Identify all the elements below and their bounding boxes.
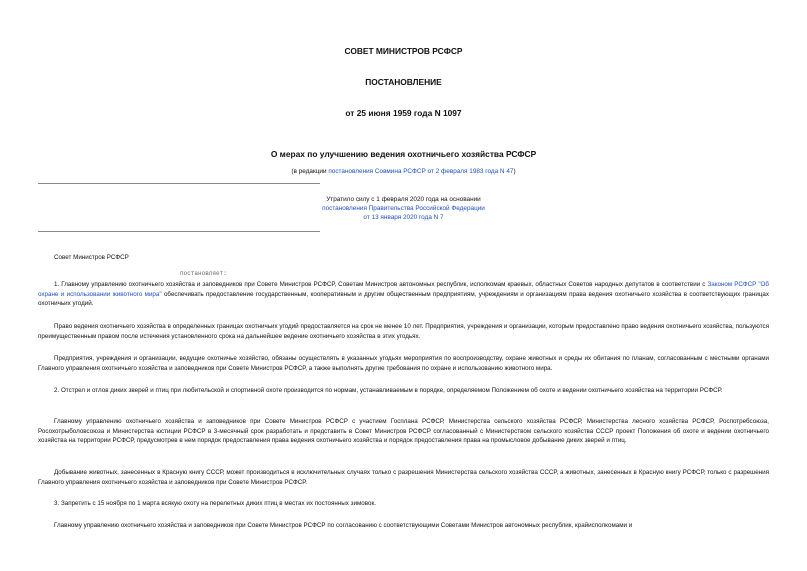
status-link-1[interactable]: постановления Правительства Российской Федерации — [322, 204, 485, 212]
council-name: Совет Министров РСФСР — [54, 254, 129, 261]
status-link-2[interactable]: от 13 января 2020 года N 7 — [363, 213, 444, 221]
paragraph-5: Главному управлению охотничьего хозяйства и заповедников при Совете Министров РСФСР с участием Госплана РСФСР, Министерства сельского хозяйства РСФСР, Министерства лесного хозяйства РСФСР, Роспотребсоюза, Росохотрыболовсоюза и Министерства юстиции РСФСР в 3-месячный срок разработать и представить в Совет Министров РСФСР согласованный с Министерством сельского хозяйства СССР проект Положения об охоте и ведении охотничьего хозяйства на территории РСФСР, предусмотрев в нем порядок предоставления права ведения охотничьего хозяйства и порядок предоставления права на промысловое добывание диких зверей и птиц. — [38, 418, 769, 445]
paragraph-1 — [38, 280, 769, 310]
date-number: от 25 июня 1959 года N 1097 — [345, 108, 462, 118]
doc-type: ПОСТАНОВЛЕНИЕ — [365, 77, 442, 87]
org-title: СОВЕТ МИНИСТРОВ РСФСР — [344, 46, 463, 56]
status-line: Утратило силу с 1 февраля 2020 года на основании — [326, 196, 481, 203]
edition-prefix: (в редакции — [291, 168, 329, 175]
divider-top — [38, 183, 320, 184]
paragraph-8: Главному управлению охотничьего хозяйства и заповедников при Совете Министров РСФСР по согласованию с соответствующими Советами Министров автономных республик, крайисполкомами и — [54, 522, 633, 529]
divider-bottom — [38, 231, 320, 232]
edition-note — [0, 168, 807, 177]
paragraph-3: Предприятия, учреждения и организации, ведущие охотничье хозяйство, обязаны осуществлять в указанных угодьях мероприятия по воспроизводству, охране животных и среды их обитания по планам, согласованным с местными органами Главного управления охотничьего хозяйства и заповедников при Совете Министров РСФСР, а также выполнять другие требования по охране и использованию животного мира. — [38, 355, 769, 372]
p1-text-a: 1. Главному управлению охотничьего хозяйства и заповедников при Совете Министров РСФСР, Советам Министров автономных республик, исполкомам краевых, областных Советов народных депутатов в соответствии с — [54, 281, 708, 288]
paragraph-2: Право ведения охотничьего хозяйства в определенных границах охотничьих угодий предоставляется на срок не менее 10 лет. Предприятия, учреждения и организации, которым предоставлено право ведения охотничьего хозяйства, пользуются преимущественным правом после истечения установленного срока на дальнейшее ведение охотничьего хозяйства в этих угодьях. — [38, 323, 769, 340]
edition-link[interactable]: постановления Совмина РСФСР от 2 февраля 1983 года N 47 — [328, 168, 514, 175]
p1-text-b: обеспечивать предоставление государственным, кооперативным и другим общественным предприятиям, учреждениям и организациям права ведения охотничьего хозяйства в соответствующих границах охотничьих угодий. — [38, 290, 769, 308]
status-block — [0, 196, 807, 223]
resolves-label: постановляет: — [180, 270, 227, 277]
doc-title: О мерах по улучшению ведения охотничьего хозяйства РСФСР — [270, 149, 537, 159]
paragraph-4: 2. Отстрел и отлов диких зверей и птиц при любительской и спортивной охоте производится по нормам, устанавливаемым в порядке, определяемом Положением об охоте и ведении охотничьего хозяйства на территории РСФСР. — [54, 387, 723, 394]
paragraph-6: Добывание животных, занесенных в Красную книгу СССР, может производиться в исключительных случаях только с разрешения Министерства сельского хозяйства СССР, а животных, занесенных в Красную книгу РСФСР, только с разрешения Главного управления охотничьего хозяйства и заповедников при Совете Министров РСФСР. — [38, 469, 769, 486]
edition-suffix: ) — [513, 168, 516, 175]
law-link[interactable]: Законом РСФСР "Об охране и использовании животного мира" — [38, 281, 769, 298]
paragraph-7: 3. Запретить с 15 ноября по 1 марта всякую охоту на перелетных диких птиц в местах их постоянных зимовок. — [54, 500, 376, 507]
